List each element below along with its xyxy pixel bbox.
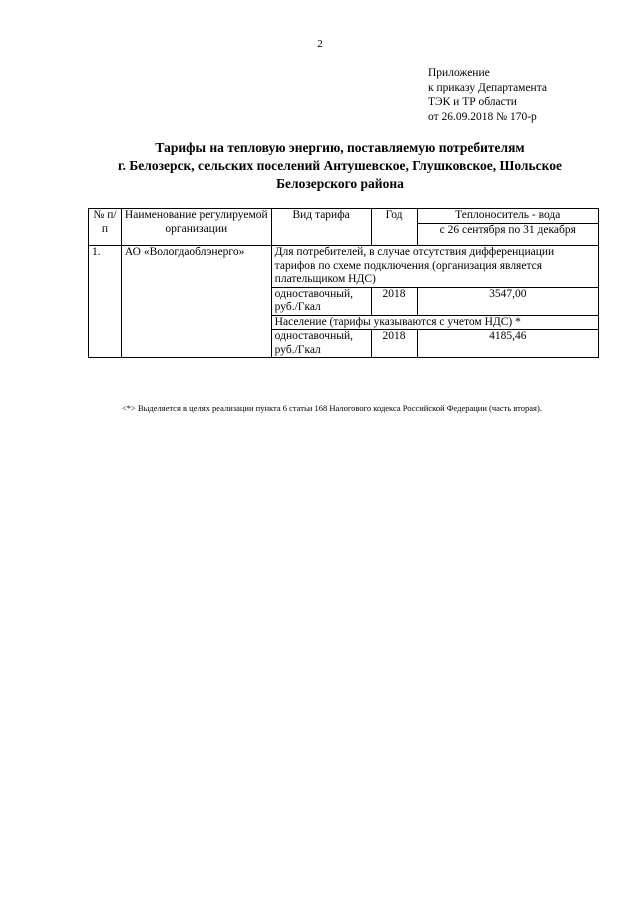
cell-section1-year: 2018 bbox=[371, 287, 417, 315]
cell-section1-value: 3547,00 bbox=[417, 287, 599, 315]
cell-num: 1. bbox=[89, 246, 122, 358]
cell-section2-year: 2018 bbox=[371, 330, 417, 358]
title-line: Белозерского района bbox=[276, 176, 404, 191]
header-org: Наименование регулируемой организации bbox=[121, 209, 271, 246]
cell-section2-value: 4185,46 bbox=[417, 330, 599, 358]
header-period: с 26 сентября по 31 декабря bbox=[417, 223, 599, 246]
appendix-line: от 26.09.2018 № 170-р bbox=[428, 110, 537, 123]
document-title bbox=[70, 139, 610, 193]
table-header-row bbox=[89, 209, 599, 224]
appendix-line: к приказу Департамента bbox=[428, 81, 547, 94]
header-tariff-type: Вид тарифа bbox=[271, 209, 371, 246]
page-number: 2 bbox=[317, 38, 323, 50]
appendix-line: ТЭК и ТР области bbox=[428, 96, 517, 108]
cell-section1-label: Для потребителей, в случае отсутствия дифференциации тарифов по схеме подключения (организация является плательщиком НДС) bbox=[271, 246, 598, 288]
tariff-table bbox=[88, 208, 599, 358]
header-year: Год bbox=[371, 209, 417, 246]
appendix-block bbox=[428, 66, 547, 124]
footnote-text: <*> Выделяется в целях реализации пункта 6 статьи 168 Налогового кодекса Российской Федерации (часть вторая). bbox=[122, 403, 542, 413]
cell-section2-type: одноставочный, руб./Гкал bbox=[271, 330, 371, 358]
header-num: № п/п bbox=[89, 209, 122, 246]
table-row bbox=[89, 246, 599, 288]
footnote bbox=[88, 403, 599, 414]
cell-section1-type: одноставочный, руб./Гкал bbox=[271, 287, 371, 315]
cell-section2-label: Население (тарифы указываются с учетом НДС) * bbox=[271, 315, 598, 330]
cell-org: АО «Вологдаоблэнерго» bbox=[121, 246, 271, 358]
title-line: г. Белозерск, сельских поселений Антушевское, Глушковское, Шольское bbox=[118, 158, 562, 173]
header-carrier: Теплоноситель - вода bbox=[417, 209, 599, 224]
title-line: Тарифы на тепловую энергию, поставляемую потребителям bbox=[155, 140, 525, 155]
appendix-line: Приложение bbox=[428, 67, 490, 79]
